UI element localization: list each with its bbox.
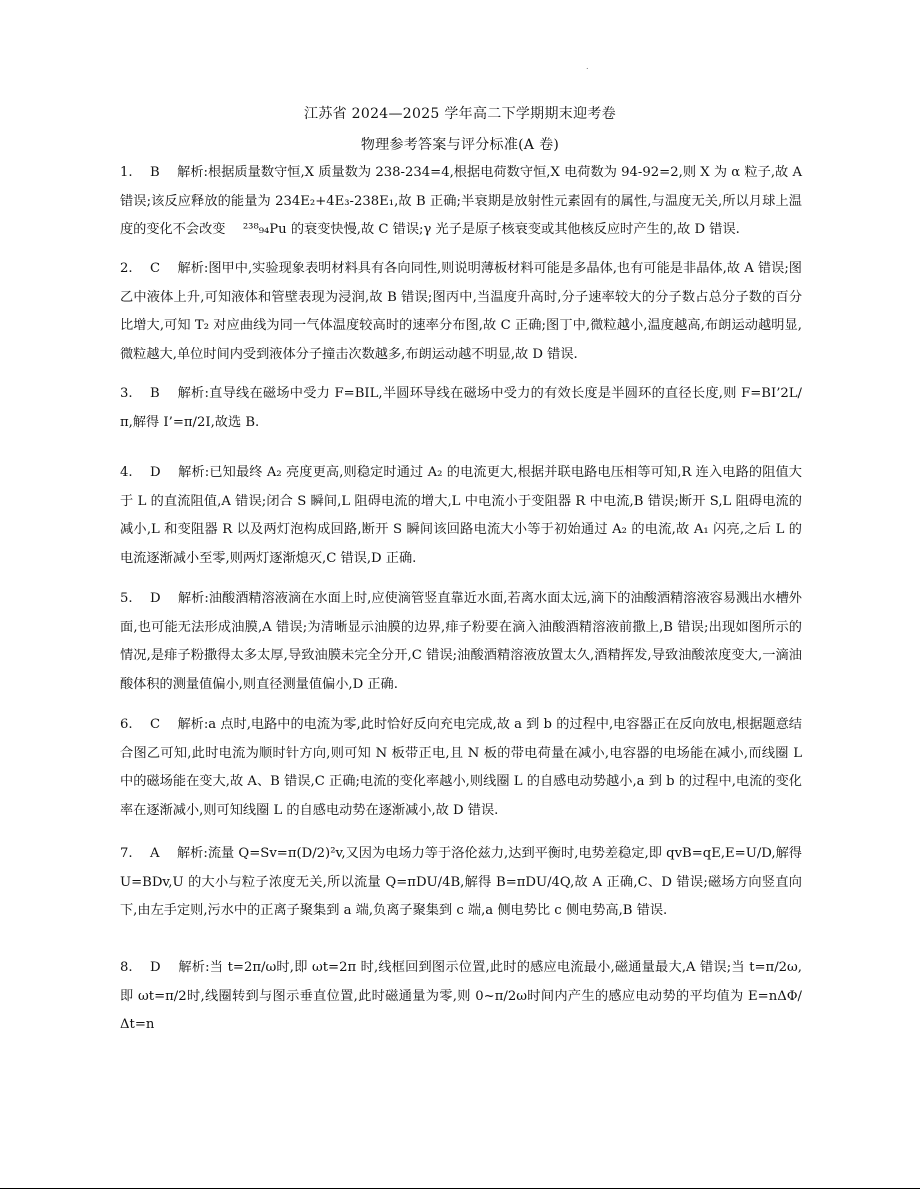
answer-item-1 xyxy=(120,159,802,245)
answer-item-3 xyxy=(120,380,802,437)
answer-number: 6. xyxy=(120,717,133,732)
answer-number: 7. xyxy=(120,846,133,861)
answer-text: A 解析:流量 Q=Sv=π(D/2)²v,又因为电场力等于洛伦兹力,达到平衡时,电势差稳定,即 qvB=qE,E=U/D,解得 U=BDv,U 的大小与粒子浓度无关,所以流量 Q=πDU/4B,解得 B=πDU/4Q,故 A 正确,C、D 错误;磁场方向竖直向下,由左手定则,污水中的正离子聚集到 a 端,负离子聚集到 c 端,a 侧电势比 c 侧电势高,B 错误. xyxy=(120,846,802,919)
answer-text: D 解析:当 t=2π/ω时,即 ωt=2π 时,线框回到图示位置,此时的感应电流最小,磁通量最大,A 错误;当 t=π/2ω,即 ωt=π/2时,线圈转到与图示垂直位置,此时磁通量为零,则 0~π/2ω时间内产生的感应电动势的平均值为 E=nΔΦ/Δt=n xyxy=(120,960,802,1033)
corner-dot: . xyxy=(586,62,589,71)
answer-text: B 解析:根据质量数守恒,X 质量数为 238-234=4,根据电荷数守恒,X 电荷数为 94-92=2,则 X 为 α 粒子,故 A 错误;该反应释放的能量为 234E₂+4E₃-238E₁,故 B 正确;半衰期是放射性元素固有的属性,与温度无关,所以月球上温度的变化不会改变 ²³⁸₉₄Pu 的衰变快慢,故 C 错误;γ 光子是原子核衰变或其他核反应时产生的,故 D 错误. xyxy=(120,165,802,238)
answer-text: C 解析:图甲中,实验现象表明材料具有各向同性,则说明薄板材料可能是多晶体,也有可能是非晶体,故 A 错误;图乙中液体上升,可知液体和管壁表现为浸润,故 B 错误;图丙中,当温度升高时,分子速率较大的分子数占总分子数的百分比增大,可知 T₂ 对应曲线为同一气体温度较高时的速率分布图,故 C 正确;图丁中,微粒越小,温度越高,布朗运动越明显,微粒越大,单位时间内受到液体分子撞击次数越多,布朗运动越不明显,故 D 错误. xyxy=(120,261,802,362)
answer-number: 4. xyxy=(120,465,133,480)
answer-item-8 xyxy=(120,954,802,1040)
bottom-rule xyxy=(0,1188,920,1189)
answer-item-4 xyxy=(120,459,802,573)
answer-text: B 解析:直导线在磁场中受力 F=BIL,半圆环导线在磁场中受力的有效长度是半圆环的直径长度,则 F=BI’2L/π,解得 I’=π/2I,故选 B. xyxy=(120,386,802,430)
answer-number: 8. xyxy=(120,960,133,975)
answer-number: 2. xyxy=(120,261,133,276)
answer-item-6 xyxy=(120,711,802,825)
answer-text: D 解析:已知最终 A₂ 亮度更高,则稳定时通过 A₂ 的电流更大,根据并联电路电压相等可知,R 连入电路的阻值大于 L 的直流阻值,A 错误;闭合 S 瞬间,L 阻碍电流的增大,L 中电流小于变阻器 R 中电流,B 错误;断开 S,L 阻碍电流的减小,L 和变阻器 R 以及两灯泡构成回路,断开 S 瞬间该回路电流大小等于初始通过 A₂ 的电流,故 A₁ 闪亮,之后 L 的电流逐渐减小至零,则两灯逐渐熄灭,C 错误,D 正确. xyxy=(120,465,802,566)
answer-number: 5. xyxy=(120,591,133,606)
answer-number: 1. xyxy=(120,165,133,180)
page-subtitle: 物理参考答案与评分标准(A 卷) xyxy=(360,137,560,153)
answer-text: D 解析:油酸酒精溶液滴在水面上时,应使滴管竖直靠近水面,若离水面太远,滴下的油酸酒精溶液容易溅出水槽外面,也可能无法形成油膜,A 错误;为清晰显示油膜的边界,痱子粉要在滴入油酸酒精溶液前撒上,B 错误;出现如图所示的情况,是痱子粉撒得太多太厚,导致油膜未完全分开,C 错误;油酸酒精溶液放置太久,酒精挥发,导致油酸浓度变大,一滴油酸体积的测量值偏小,则直径测量值偏小,D 正确. xyxy=(120,591,802,692)
answer-item-5 xyxy=(120,585,802,699)
answer-item-7 xyxy=(120,840,802,926)
answer-text: C 解析:a 点时,电路中的电流为零,此时恰好反向充电完成,故 a 到 b 的过程中,电容器正在反向放电,根据题意结合图乙可知,此时电流为顺时针方向,则可知 N 板带正电,且 N 板的带电荷量在减小,电容器的电场能在减小,而线圈 L 中的磁场能在变大,故 A、B 错误,C 正确;电流的变化率越小,则线圈 L 的自感电动势越小,a 到 b 的过程中,电流的变化率在逐渐减小,则可知线圈 L 的自感电动势在逐渐减小,故 D 错误. xyxy=(120,717,802,818)
answer-item-2 xyxy=(120,255,802,369)
page-title: 江苏省 2024—2025 学年高二下学期期末迎考卷 xyxy=(304,106,616,122)
answer-number: 3. xyxy=(120,386,133,401)
